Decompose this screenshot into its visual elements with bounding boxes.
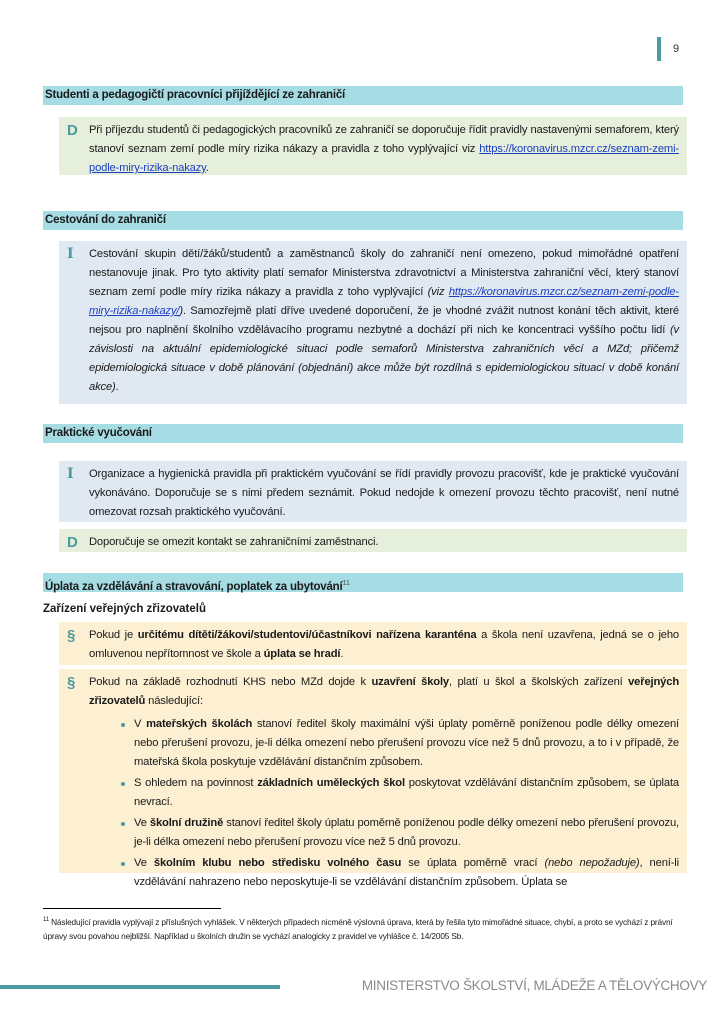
list-item: Ve školní družině stanoví ředitel školy úplatu poměrně poníženou podle délky omezení nebo přerušení provozu, je-li délka omezení nebo přerušení provozu více než 5 dnů provozu. [134, 814, 679, 852]
list-item: S ohledem na povinnost základních uměleckých škol poskytovat vzdělávání distančním způsobem, se úplata nevrací. [134, 774, 679, 812]
subheading-public-founders: Zařízení veřejných zřizovatelů [43, 603, 206, 615]
information-box-travel-abroad [59, 241, 687, 404]
list-item: V mateřských školách stanoví ředitel školy maximální výši úplaty poměrně poníženou podle délky omezení nebo přerušení provozu, je-li délka omezení nebo přerušení provozu více než 5 dnů provozu, a to i v případě, že mateřská škola poskytuje vzdělávání distančním způsobem. [134, 715, 679, 772]
page-number-bar [657, 37, 661, 61]
information-icon: I [67, 246, 74, 262]
paragraph-section-icon: § [67, 627, 76, 644]
footer-accent-bar [0, 985, 280, 989]
information-box-practical-teaching [59, 461, 687, 522]
section-header-practical-teaching: Praktické vyučování [43, 424, 683, 443]
koronavirus-link[interactable]: https://koronavirus.mzcr.cz/seznam-zemi-podle-miry-rizika-nakazy/ [89, 286, 679, 317]
recommendation-icon: D [67, 534, 78, 551]
page-number: 9 [673, 43, 680, 55]
section-header-fees: Úplata za vzdělávání a stravování, poplatek za ubytování$^{11}$ [43, 573, 683, 592]
recommendation-icon: D [67, 122, 78, 139]
legal-text: Pokud je určitému dítěti/žákovi/studentovi/účastníkovi nařízena karanténa a škola není uzavřena, jedná se o jeho omluvenou nepřítomnost ve škole a úplata se hradí. [89, 629, 680, 660]
recommendation-text: Při příjezdu studentů či pedagogických pracovníků ze zahraničí se doporučuje řídit pravidly nastavenými semaforem, který stanoví seznam zemí podle míry rizika nákazy a pravidla z toho vyplývající viz https://koronavirus.mzcr.cz/seznam-zemi-podle-miry-rizika-nakazy. [89, 124, 679, 174]
recommendation-box-foreign-employees [59, 529, 687, 552]
section-header-travel-abroad: Cestování do zahraničí [43, 211, 683, 230]
footnote-reference[interactable]: 11 [342, 578, 350, 587]
information-icon: I [67, 466, 74, 482]
legal-box-quarantine [59, 622, 687, 665]
section-header-students-abroad: Studenti a pedagogičtí pracovníci přijíždějící ze zahraničí [43, 86, 683, 105]
recommendation-box-students-abroad [59, 117, 687, 175]
information-text: Cestování skupin dětí/žáků/studentů a zaměstnanců školy do zahraničí není omezeno, pokud mimořádné opatření nestanovuje jinak. Pro tyto aktivity platí semafor Ministerstva zdravotnictví a Ministerstva zahraniční věcí, který stanoví seznam zemí podle míry rizika nákazy a pravidla z toho vyplývající (viz https://koronavirus.mzcr.cz/seznam-zemi-podle-miry-rizika-nakazy/). Samozřejmě platí dříve uvedené doporučení, že je vhodné zvážit nutnost konání těch aktivit, které nejsou pro naplnění školního vzdělávacího programu nezbytné a dochází při nich ke koncentraci vyššího počtu lidí (v závislosti na aktuální epidemiologické situaci podle semaforů Ministerstva zahraničních věcí a MZd; přičemž epidemiologická situace v době plánování (objednání) akce může být rozdílná s epidemiologickou situací v době konání akce). [89, 248, 679, 393]
information-text: Organizace a hygienická pravidla při praktickém vyučování se řídí pravidly provozu pracovišť, kde je praktické vyučování vykonáváno. Doporučuje se s nimi předem seznámit. Pokud nedojde k omezení provozu těchto pracovišť, není nutné omezovat rozsah praktického vyučování. [89, 468, 679, 518]
legal-box-school-closure [59, 669, 687, 888]
paragraph-section-icon: § [67, 674, 76, 691]
koronavirus-link[interactable]: https://koronavirus.mzcr.cz/seznam-zemi-podle-miry-rizika-nakazy [89, 143, 679, 174]
footnote-separator [43, 908, 221, 909]
footer-organization: MINISTERSTVO ŠKOLSTVÍ, MLÁDEŽE A TĚLOVÝCHOVY [361, 978, 707, 993]
recommendation-text: Doporučuje se omezit kontakt se zahraničními zaměstnanci. [89, 536, 379, 548]
fee-rules-list [59, 715, 687, 892]
footnote: $^{11}$ Následující pravidla vyplývají z příslušných vyhlášek. V některých případech nicméně výslovná úprava, která by řešila tyto mimořádné situace, chybí, a proto se vychází z právní úpravy svou povahou nejbližší. Například u školních družin se vychází analogicky z pravidel ve vyhlášce č. 14/2005 Sb. [43, 916, 673, 941]
list-item: Ve školním klubu nebo středisku volného času se úplata poměrně vrací (nebo nepožaduje), není-li vzdělávání nahrazeno nebo neposkytuje-li se vzdělávání distančním způsobem. Úplata se [134, 854, 679, 892]
legal-text: Pokud na základě rozhodnutí KHS nebo MZd dojde k uzavření školy, platí u škol a školských zařízení veřejných zřizovatelů následující: [89, 676, 679, 707]
